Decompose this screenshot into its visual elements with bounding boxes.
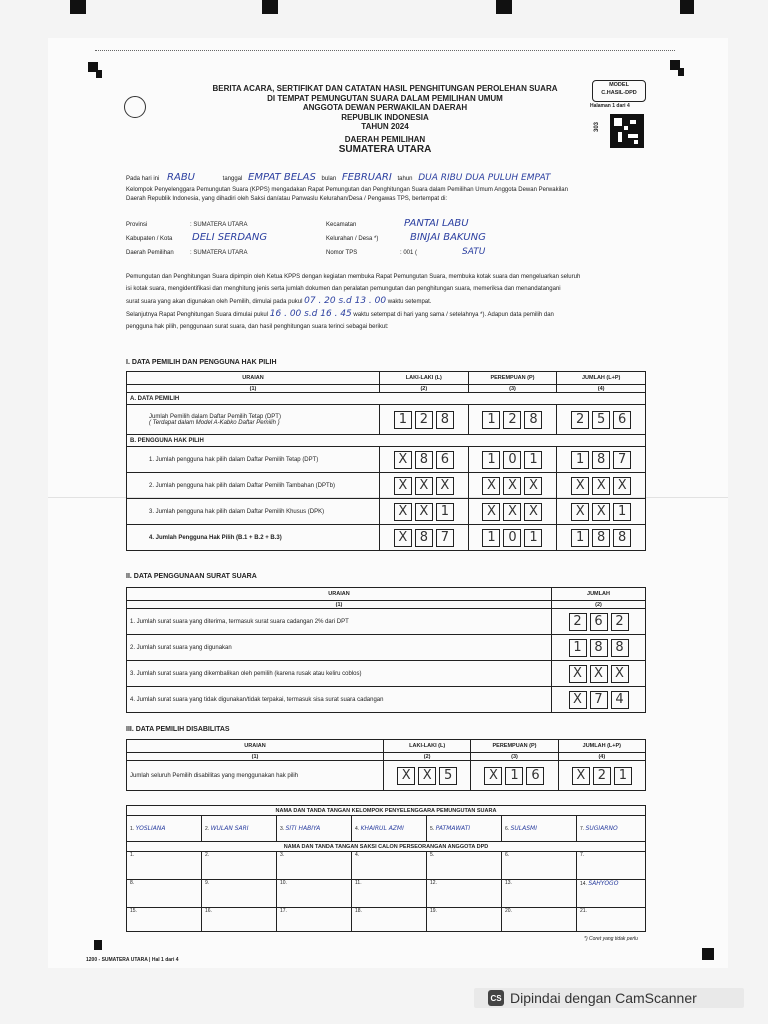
registration-mark xyxy=(96,70,102,78)
digit-box: 1 xyxy=(482,451,500,469)
body-line: waktu setempat di hari yang sama / setelahnya *). Adapun data pemilih dan xyxy=(353,312,554,318)
hari-value: RABU xyxy=(167,172,195,183)
saksi-slot: 8. xyxy=(127,880,202,908)
digit-box: 1 xyxy=(614,767,632,785)
kpu-logo xyxy=(124,96,146,118)
digit-box: 1 xyxy=(613,503,631,521)
row-label: 4. Jumlah surat suara yang tidak digunakan/tidak terpakai, termasuk sisa surat suara cadangan xyxy=(127,687,552,713)
kelurahan-value: BINJAI BAKUNG xyxy=(410,232,486,243)
col-num: (4) xyxy=(557,385,646,393)
digit-box: X xyxy=(592,477,610,495)
digit-box: 8 xyxy=(415,529,433,547)
subsection-title: B. PENGGUNA HAK PILIH xyxy=(127,435,646,447)
kecamatan-value: PANTAI LABU xyxy=(404,218,469,229)
digit-box: 2 xyxy=(571,411,589,429)
registration-mark xyxy=(496,0,512,14)
digit-box: 8 xyxy=(524,411,542,429)
digit-box: X xyxy=(482,477,500,495)
saksi-slot: 20. xyxy=(502,908,577,932)
section-3-title: III. DATA PEMILIH DISABILITAS xyxy=(126,726,230,733)
saksi-slot: 11. xyxy=(352,880,427,908)
col-num: (3) xyxy=(468,385,557,393)
digit-box: 8 xyxy=(611,639,629,657)
digit-box: X xyxy=(592,503,610,521)
header-line: REPUBLIK INDONESIA xyxy=(341,112,429,122)
digit-box: 7 xyxy=(613,451,631,469)
kpps-member-name: KHAIRUL AZMI xyxy=(360,825,404,832)
col-header: JUMLAH (L+P) xyxy=(558,740,645,753)
body-line: Selanjutnya Rapat Penghitungan Suara dimulai pukul xyxy=(126,312,269,318)
kpps-member-name: SITI HABIYA xyxy=(285,825,321,832)
section-2-title: II. DATA PENGGUNAAN SURAT SUARA xyxy=(126,573,257,580)
row-label: 2. Jumlah surat suara yang digunakan xyxy=(127,635,552,661)
saksi-slot: 10. xyxy=(277,880,352,908)
digit-box: X xyxy=(569,691,587,709)
tanggal-value: EMPAT BELAS xyxy=(248,172,316,183)
digit-box: X xyxy=(394,477,412,495)
dapil-value: : SUMATERA UTARA xyxy=(190,250,248,256)
body-line: isi kotak suara, mengidentifikasi dan menghitung jenis serta jumlah dokumen dan peralatan pemungutan dan penghitungan suara, memeriksa dan menandatangani xyxy=(126,286,561,292)
digit-box: 6 xyxy=(526,767,544,785)
header-line: BERITA ACARA, SERTIFIKAT DAN CATATAN HASIL PENGHITUNGAN PEROLEHAN SUARA xyxy=(212,84,558,93)
digit-box: 1 xyxy=(505,767,523,785)
body-line: pengguna hak pilih, penggunaan surat suara, dan hasil penghitungan suara terinci sebagai berikut: xyxy=(126,324,389,330)
registration-mark xyxy=(70,0,86,14)
col-header: URAIAN xyxy=(127,588,552,601)
col-num: (2) xyxy=(552,601,646,609)
digit-box: X xyxy=(571,477,589,495)
member-num: 3. xyxy=(280,826,285,832)
registration-mark xyxy=(702,948,714,960)
provinsi-value: : SUMATERA UTARA xyxy=(190,222,248,228)
digit-box: 1 xyxy=(569,639,587,657)
digit-box: 2 xyxy=(569,613,587,631)
row-label: 3. Jumlah surat suara yang dikembalikan oleh pemilih (karena rusak atau keliru coblos) xyxy=(127,661,552,687)
form-header xyxy=(170,84,600,156)
section-2-table xyxy=(126,587,646,713)
saksi-slot: 9. xyxy=(202,880,277,908)
row-label: 1. Jumlah surat suara yang diterima, termasuk surat suara cadangan 2% dari DPT xyxy=(127,609,552,635)
subsection-title: A. DATA PEMILIH xyxy=(127,393,646,405)
digit-box: X xyxy=(524,477,542,495)
bulan-value: FEBRUARI xyxy=(341,172,392,183)
digit-box: X xyxy=(503,477,521,495)
col-num: (1) xyxy=(127,601,552,609)
digit-box: X xyxy=(613,477,631,495)
row-label: 1. Jumlah pengguna hak pilih dalam Daftar Pemilih Tetap (DPT) xyxy=(127,447,380,473)
col-header: URAIAN xyxy=(127,372,380,385)
digit-box: X xyxy=(397,767,415,785)
digit-box: X xyxy=(436,477,454,495)
intro-text-line: Daerah Republik Indonesia, yang dihadiri oleh Saksi dan/atau Panwaslu Kelurahan/Desa / Pengawas TPS, bertempat di: xyxy=(126,196,448,202)
tps-value: : 001 ( xyxy=(400,250,418,256)
digit-box: 2 xyxy=(593,767,611,785)
body-line: Pemungutan dan Penghitungan Suara dipimpin oleh Ketua KPPS dengan kegiatan membuka Rapat Pemungutan Suara, membuka kotak suara dan mengeluarkan seluruh xyxy=(126,274,581,280)
col-header: LAKI-LAKI (L) xyxy=(384,740,471,753)
digit-box: 8 xyxy=(415,451,433,469)
registration-mark xyxy=(680,0,694,14)
body-paragraph xyxy=(126,271,666,333)
row-label: 3. Jumlah pengguna hak pilih dalam Daftar Pemilih Khusus (DPK) xyxy=(127,499,380,525)
kabupaten-label: Kabupaten / Kota xyxy=(126,236,173,242)
start-time: 07 . 20 s.d 13 . 00 xyxy=(304,296,387,306)
header-line: ANGGOTA DEWAN PERWAKILAN DAERAH xyxy=(302,103,468,112)
body-line: surat suara yang akan digunakan oleh Pemilih, dimulai pada pukul xyxy=(126,299,303,305)
count-time: 16 . 00 s.d 16 . 45 xyxy=(269,309,352,319)
intro-text xyxy=(126,186,656,204)
kpps-member-name: SUGIARNO xyxy=(585,825,618,832)
provinsi-label: Provinsi xyxy=(126,222,148,228)
section-3-table xyxy=(126,739,646,791)
camscanner-watermark xyxy=(474,988,744,1008)
side-code: 303 xyxy=(594,121,601,133)
digit-box: 1 xyxy=(571,451,589,469)
col-num: (1) xyxy=(127,753,384,761)
kabupaten-value: DELI SERDANG xyxy=(192,232,268,243)
kecamatan-label: Kecamatan xyxy=(326,222,357,228)
kpps-member-name: SULASMI xyxy=(510,825,537,832)
row-note: ( Terdapat dalam Model A-Kabko Daftar Pemilih ) xyxy=(149,419,280,426)
saksi-slot: 6. xyxy=(502,852,577,880)
digit-box: X xyxy=(571,503,589,521)
col-header: JUMLAH xyxy=(552,588,646,601)
saksi-slot: 3. xyxy=(277,852,352,880)
digit-box: X xyxy=(572,767,590,785)
saksi-slot: 17. xyxy=(277,908,352,932)
digit-box: 1 xyxy=(482,529,500,547)
digit-box: 5 xyxy=(592,411,610,429)
label: bulan xyxy=(321,176,337,182)
digit-box: 1 xyxy=(524,529,542,547)
kpps-member-name: PATMAWATI xyxy=(435,825,471,832)
saksi-slot: 13. xyxy=(502,880,577,908)
digit-box: X xyxy=(482,503,500,521)
section-1-title: I. DATA PEMILIH DAN PENGGUNA HAK PILIH xyxy=(126,359,277,366)
row-label: 2. Jumlah pengguna hak pilih dalam Daftar Pemilih Tambahan (DPTb) xyxy=(127,473,380,499)
saksi-signature: SAHYOGO xyxy=(588,880,619,887)
digit-box: X xyxy=(394,529,412,547)
digit-box: X xyxy=(415,477,433,495)
tps-label: Nomor TPS xyxy=(326,250,358,256)
saksi-slot: 7. xyxy=(577,852,646,880)
digit-box: 8 xyxy=(590,639,608,657)
digit-box: 7 xyxy=(590,691,608,709)
tahun-value: DUA RIBU DUA PULUH EMPAT xyxy=(418,173,551,183)
saksi-slot: 19. xyxy=(427,908,502,932)
digit-box: 5 xyxy=(439,767,457,785)
cut-line xyxy=(95,50,675,51)
model-code: C.HASIL-DPD xyxy=(601,90,637,96)
digit-box: 2 xyxy=(415,411,433,429)
member-num: 1. xyxy=(130,826,135,832)
model-label: MODEL xyxy=(609,82,629,88)
header-line: DI TEMPAT PEMUNGUTAN SUARA DALAM PEMILIHAN UMUM xyxy=(267,93,503,103)
tps-words: SATU xyxy=(462,247,486,257)
saksi-slot: 16. xyxy=(202,908,277,932)
kelurahan-label: Kelurahan / Desa *) xyxy=(326,236,379,242)
label: Pada hari ini xyxy=(126,176,160,182)
footer-strip: 1200 - SUMATERA UTARA | Hal 1 dari 4 xyxy=(86,957,179,963)
saksi-slot: 21. xyxy=(577,908,646,932)
digit-box: X xyxy=(503,503,521,521)
col-num: (1) xyxy=(127,385,380,393)
model-box xyxy=(592,80,646,102)
section-1-table xyxy=(126,371,646,551)
body-line: waktu setempat. xyxy=(387,299,432,305)
member-num: 2. xyxy=(205,826,210,832)
saksi-title: NAMA DAN TANDA TANGAN SAKSI CALON PERSEORANGAN ANGGOTA DPD xyxy=(127,842,646,852)
header-line: DAERAH PEMILIHAN xyxy=(344,134,426,144)
qr-code-icon xyxy=(610,114,644,148)
label: tahun xyxy=(397,176,413,182)
dapil-title: SUMATERA UTARA xyxy=(338,144,432,155)
saksi-slot: 2. xyxy=(202,852,277,880)
digit-box: 1 xyxy=(436,503,454,521)
digit-box: 7 xyxy=(436,529,454,547)
registration-mark xyxy=(94,940,102,950)
col-num: (4) xyxy=(558,753,645,761)
saksi-slot: 4. xyxy=(352,852,427,880)
member-num: 5. xyxy=(430,826,435,832)
kpps-title: NAMA DAN TANDA TANGAN KELOMPOK PENYELENGGARA PEMUNGUTAN SUARA xyxy=(127,806,646,816)
digit-box: 1 xyxy=(524,451,542,469)
row-label: Jumlah Pemilih dalam Daftar Pemilih Tetap (DPT) xyxy=(149,413,281,420)
digit-box: 2 xyxy=(611,613,629,631)
digit-box: X xyxy=(611,665,629,683)
member-num: 4. xyxy=(355,826,360,832)
page-indicator: Halaman 1 dari 4 xyxy=(590,103,630,109)
saksi-slot: 18. xyxy=(352,908,427,932)
col-header: PEREMPUAN (P) xyxy=(468,372,557,385)
digit-box: 6 xyxy=(590,613,608,631)
col-num: (2) xyxy=(384,753,471,761)
saksi-slot: 1. xyxy=(127,852,202,880)
registration-mark xyxy=(678,68,684,76)
row-label: 4. Jumlah Pengguna Hak Pilih (B.1 + B.2 + B.3) xyxy=(127,525,380,551)
kpps-member-name: WULAN SARI xyxy=(210,825,249,832)
col-num: (3) xyxy=(471,753,558,761)
col-header: JUMLAH (L+P) xyxy=(557,372,646,385)
header-line: TAHUN 2024 xyxy=(361,122,409,131)
registration-mark xyxy=(262,0,278,14)
member-num: 7. xyxy=(580,826,585,832)
digit-box: 0 xyxy=(503,529,521,547)
intro-text-line: Kelompok Penyelenggara Pemungutan Suara (KPPS) mengadakan Rapat Pemungutan dan Penghitungan Suara dalam Pemilihan Umum Anggota Dewan Perwakilan xyxy=(126,187,568,193)
digit-box: X xyxy=(415,503,433,521)
camscanner-text: Dipindai dengan CamScanner xyxy=(510,990,697,1006)
digit-box: 0 xyxy=(503,451,521,469)
digit-box: 8 xyxy=(592,529,610,547)
digit-box: X xyxy=(569,665,587,683)
saksi-signature-table xyxy=(126,841,646,932)
digit-box: 1 xyxy=(482,411,500,429)
camscanner-icon: CS xyxy=(488,990,504,1006)
member-num: 6. xyxy=(505,826,510,832)
kpps-signature-table xyxy=(126,805,646,842)
col-header: URAIAN xyxy=(127,740,384,753)
digit-box: X xyxy=(394,503,412,521)
digit-box: 6 xyxy=(436,451,454,469)
saksi-slot: 15. xyxy=(127,908,202,932)
footnote: *) Coret yang tidak perlu xyxy=(584,936,638,942)
digit-box: 8 xyxy=(436,411,454,429)
dapil-label: Daerah Pemilihan xyxy=(126,250,174,256)
digit-box: X xyxy=(394,451,412,469)
digit-box: 4 xyxy=(611,691,629,709)
label: tanggal xyxy=(222,176,243,182)
row-label: Jumlah seluruh Pemilih disabilitas yang menggunakan hak pilih xyxy=(127,761,384,791)
digit-box: 2 xyxy=(503,411,521,429)
digit-box: 8 xyxy=(592,451,610,469)
kpps-member-name: YOSLIANA xyxy=(135,825,166,832)
digit-box: 8 xyxy=(613,529,631,547)
col-num: (2) xyxy=(380,385,469,393)
digit-box: X xyxy=(484,767,502,785)
saksi-slot: 14. xyxy=(580,881,587,887)
col-header: PEREMPUAN (P) xyxy=(471,740,558,753)
digit-box: 1 xyxy=(394,411,412,429)
digit-box: X xyxy=(418,767,436,785)
saksi-slot: 12. xyxy=(427,880,502,908)
digit-box: X xyxy=(524,503,542,521)
intro-line xyxy=(126,173,646,184)
digit-box: 6 xyxy=(613,411,631,429)
digit-box: 1 xyxy=(571,529,589,547)
saksi-slot: 5. xyxy=(427,852,502,880)
col-header: LAKI-LAKI (L) xyxy=(380,372,469,385)
digit-box: X xyxy=(590,665,608,683)
